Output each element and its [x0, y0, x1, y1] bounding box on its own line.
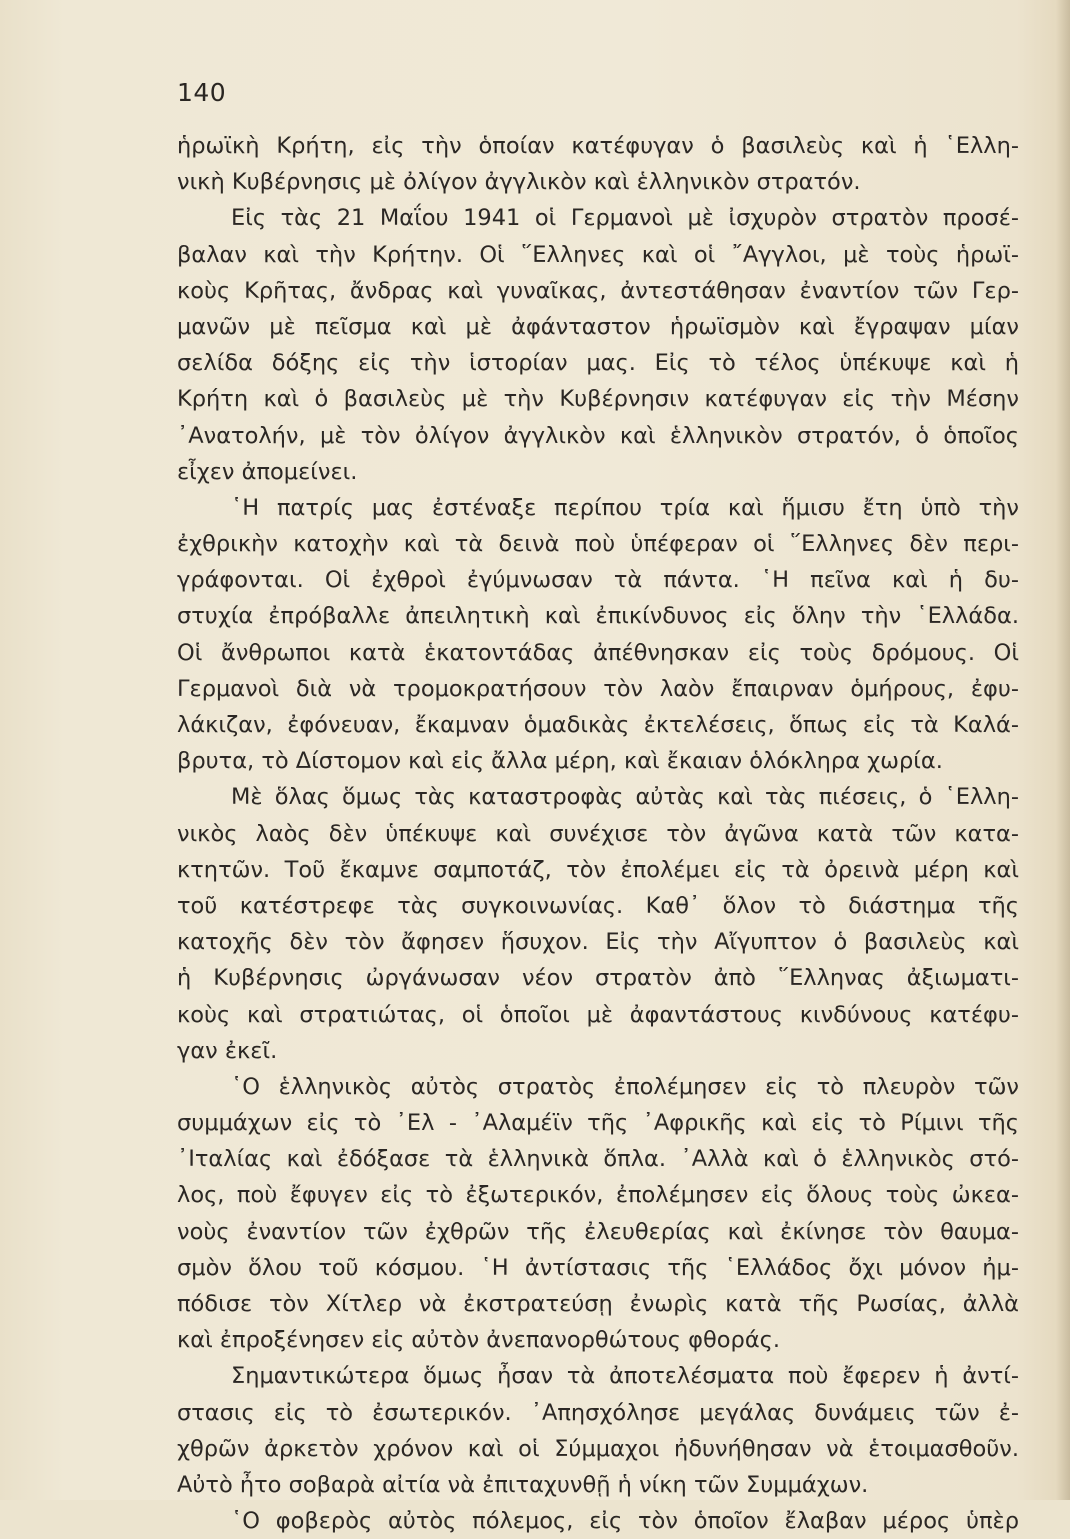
text-line: τοῦ κατέστρεφε τὰς συγκοινωνίας. Καθ᾿ ὅλον τὸ διάστημα τῆς — [177, 892, 1019, 919]
text-line: σελίδα δόξης εἰς τὴν ἱστορίαν μας. Εἰς τὸ τέλος ὑπέκυψε καὶ ἡ — [177, 350, 1019, 377]
text-line: νικὸς λαὸς δὲν ὑπέκυψε καὶ συνέχισε τὸν ἀγῶνα κατὰ τῶν κατα- — [177, 820, 1019, 847]
text-line: μανῶν μὲ πεῖσμα καὶ μὲ ἀφάνταστον ἡρωϊσμὸν καὶ ἔγραψαν μίαν — [177, 313, 1019, 340]
text-line: Οἱ ἄνθρωποι κατὰ ἑκατοντάδας ἀπέθνησκαν εἰς τοὺς δρόμους. Οἱ — [177, 639, 1019, 666]
text-line: Σημαντικώτερα ὅμως ἦσαν τὰ ἀποτελέσματα ποὺ ἔφερεν ἡ ἀντί- — [231, 1363, 1019, 1390]
text-line: ᾿Ιταλίας καὶ ἐδόξασε τὰ ἑλληνικὰ ὅπλα. ᾿Αλλὰ καὶ ὁ ἑλληνικὸς στό- — [177, 1146, 1019, 1173]
text-line: λάκιζαν, ἐφόνευαν, ἔκαμναν ὁμαδικὰς ἐκτελέσεις, ὅπως εἰς τὰ Καλά- — [177, 712, 1019, 738]
text-line: κοὺς Κρῆτας, ἄνδρας καὶ γυναῖκας, ἀντεστάθησαν ἐναντίον τῶν Γερ- — [177, 277, 1019, 304]
text-line: νοὺς ἐναντίον τῶν ἐχθρῶν τῆς ἐλευθερίας καὶ ἐκίνησε τὸν θαυμα- — [177, 1218, 1019, 1245]
text-line: Εἰς τὰς 21 Μαΐου 1941 οἱ Γερμανοὶ μὲ ἰσχυρὸν στρατὸν προσέ- — [231, 205, 1019, 232]
text-line: ἐχθρικὴν κατοχὴν καὶ τὰ δεινὰ ποὺ ὑπέφεραν οἱ ῞Ελληνες δὲν περι- — [177, 531, 1019, 558]
text-line: ῾Ο ἑλληνικὸς αὐτὸς στρατὸς ἐπολέμησεν εἰς τὸ πλευρὸν τῶν — [231, 1073, 1019, 1100]
text-line: κτητῶν. Τοῦ ἔκαμνε σαμποτάζ, τὸν ἐπολέμει εἰς τὰ ὀρεινὰ μέρη καὶ — [177, 856, 1019, 883]
text-line: πόδισε τὸν Χίτλερ νὰ ἐκστρατεύσῃ ἐνωρὶς κατὰ τῆς Ρωσίας, ἀλλὰ — [177, 1291, 1019, 1317]
text-line: συμμάχων εἰς τὸ ᾿Ελ - ᾿Αλαμέϊν τῆς ᾿Αφρικῆς καὶ εἰς τὸ Ρίμινι τῆς — [177, 1110, 1019, 1137]
text-line: εἶχεν ἀπομείνει. — [177, 458, 358, 485]
text-line: ᾿Ανατολήν, μὲ τὸν ὀλίγον ἀγγλικὸν καὶ ἑλληνικὸν στρατόν, ὁ ὁποῖος — [177, 422, 1019, 449]
text-line: γαν ἐκεῖ. — [177, 1037, 278, 1064]
text-line: κατοχῆς δὲν τὸν ἄφησεν ἥσυχον. Εἰς τὴν Αἴγυπτον ὁ βασιλεὺς καὶ — [177, 929, 1019, 956]
text-line: στυχία ἐπρόβαλλε ἀπειλητικὴ καὶ ἐπικίνδυνος εἰς ὅλην τὴν ῾Ελλάδα. — [177, 603, 1019, 630]
text-line: ῾Η πατρίς μας ἐστέναξε περίπου τρία καὶ ἥμισυ ἔτη ὑπὸ τὴν — [231, 494, 1019, 521]
body-text — [177, 128, 1019, 1539]
page-number: 140 — [177, 78, 227, 107]
text-line: σμὸν ὅλου τοῦ κόσμου. ῾Η ἀντίστασις τῆς ῾Ελλάδος ὄχι μόνον ἠμ- — [177, 1254, 1019, 1281]
page-edge-shadow — [1056, 0, 1070, 1500]
text-line: καὶ ἐπροξένησεν εἰς αὐτὸν ἀνεπανορθώτους φθοράς. — [177, 1327, 781, 1354]
text-line: χθρῶν ἀρκετὸν χρόνον καὶ οἱ Σύμμαχοι ἠδυνήθησαν νὰ ἑτοιμασθοῦν. — [177, 1435, 1019, 1462]
text-line: ἡρωϊκὴ Κρήτη, εἰς τὴν ὁποίαν κατέφυγαν ὁ βασιλεὺς καὶ ἡ ῾Ελλη- — [177, 133, 1019, 159]
text-line: νικὴ Κυβέρνησις μὲ ὀλίγον ἀγγλικὸν καὶ ἑλληνικὸν στρατόν. — [177, 169, 861, 196]
text-line: βρυτα, τὸ Δίστομον καὶ εἰς ἄλλα μέρη, καὶ ἔκαιαν ὁλόκληρα χωρία. — [177, 748, 943, 775]
text-line: ῾Ο φοβερὸς αὐτὸς πόλεμος, εἰς τὸν ὁποῖον ἔλαβαν μέρος ὑπὲρ — [231, 1508, 1019, 1535]
text-line: Μὲ ὅλας ὅμως τὰς καταστροφὰς αὐτὰς καὶ τὰς πιέσεις, ὁ ῾Ελλη- — [231, 784, 1019, 811]
text-line: Αὐτὸ ἦτο σοβαρὰ αἰτία νὰ ἐπιταχυνθῇ ἡ νίκη τῶν Συμμάχων. — [177, 1471, 869, 1498]
text-line: λος, ποὺ ἔφυγεν εἰς τὸ ἐξωτερικόν, ἐπολέμησεν εἰς ὅλους τοὺς ὠκεα- — [177, 1182, 1019, 1209]
text-line: Γερμανοὶ διὰ νὰ τρομοκρατήσουν τὸν λαὸν ἔπαιρναν ὁμήρους, ἐφυ- — [177, 675, 1019, 702]
text-line: Κρήτη καὶ ὁ βασιλεὺς μὲ τὴν Κυβέρνησιν κατέφυγαν εἰς τὴν Μέσην — [177, 386, 1019, 413]
text-line: γράφονται. Οἱ ἐχθροὶ ἐγύμνωσαν τὰ πάντα. ῾Η πεῖνα καὶ ἡ δυ- — [177, 567, 1019, 594]
text-line: στασις εἰς τὸ ἐσωτερικόν. ᾿Απησχόλησε μεγάλας δυνάμεις τῶν ἐ- — [177, 1399, 1019, 1426]
text-line: ἡ Κυβέρνησις ὠργάνωσαν νέον στρατὸν ἀπὸ ῞Ελληνας ἀξιωματι- — [177, 965, 1019, 992]
text-line: κοὺς καὶ στρατιώτας, οἱ ὁποῖοι μὲ ἀφαντάστους κινδύνους κατέφυ- — [177, 1001, 1019, 1028]
text-line: βαλαν καὶ τὴν Κρήτην. Οἱ ῞Ελληνες καὶ οἱ ῎Αγγλοι, μὲ τοὺς ἡρωϊ- — [177, 241, 1019, 268]
